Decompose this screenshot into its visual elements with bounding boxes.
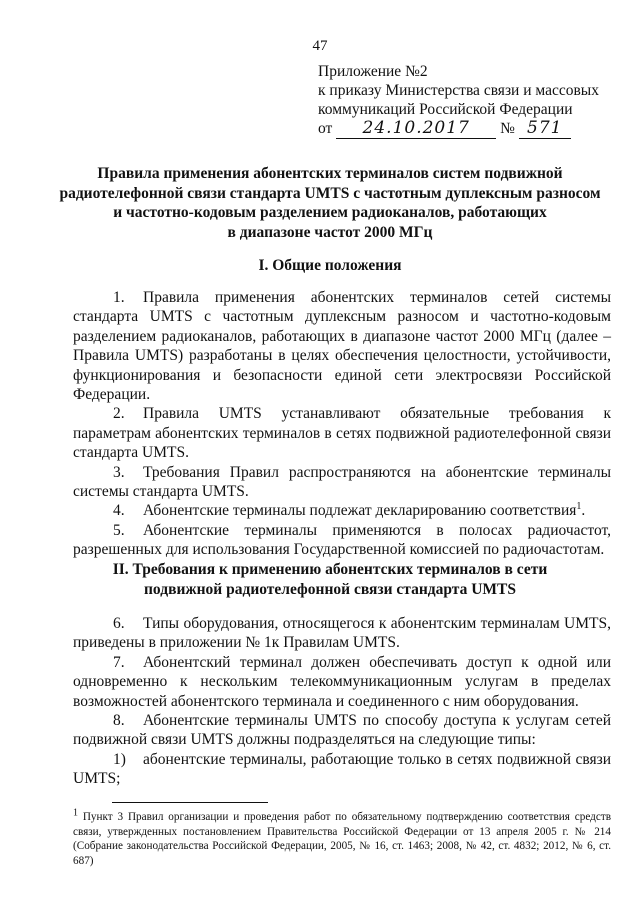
- paragraph-2: 2. Правила UMTS устанавливают обязательные требования к параметрам абонентских терминалов в сетях подвижной радиотелефонной связи стандарта UMTS.: [73, 405, 611, 462]
- paragraph-3: 3. Требования Правил распространяются на абонентские терминалы системы стандарта UMTS.: [73, 463, 611, 501]
- footnote-text: Пункт 3 Правил организации и проведения работ по обязательному подтверждению соответствия средств связи, утвержденных постановлением Правительства Российской Федерации от 13 апреля 2005 г. № 214 (Собрание законодательства Российской Федерации, 2005, № 16, ст. 1463; 2008, № 42, ст. 4832; 2012, № 6, ст. 687): [73, 811, 611, 867]
- order-date: 24.10.2017: [362, 118, 470, 138]
- subitem-1: 1) абонентские терминалы, работающие только в сетях подвижной связи UMTS;: [73, 750, 611, 788]
- paragraph-5: 5. Абонентские терминалы применяются в полосах радиочастот, разрешенных для использования Государственной комиссией по радиочастотам.: [73, 521, 611, 559]
- title-line-2: радиотелефонной связи стандарта UMTS с частотным дуплексным разносом: [59, 184, 601, 202]
- section-1-heading: I. Общие положения: [258, 257, 402, 274]
- title-line-1: Правила применения абонентских терминалов систем подвижной: [97, 165, 563, 182]
- paragraph-4: 4. Абонентские терминалы подлежат декларированию соответствия$^1$.: [113, 501, 586, 520]
- appendix-line-2: к приказу Министерства связи и массовых: [318, 82, 599, 99]
- section-1-body: [73, 288, 611, 560]
- appendix-header: [318, 62, 618, 139]
- paragraph-7: 7. Абонентский терминал должен обеспечивать доступ к одной или одновременно к нескольким телекоммуникационным услугам в пределах возможностей абонентского терминала и соединенного с ним оборудования.: [73, 653, 611, 710]
- footnote-number: 1: [73, 807, 78, 819]
- date-prefix: от: [318, 120, 333, 137]
- title-line-3: и частотно-кодовым разделением радиоканалов, работающих: [113, 204, 547, 221]
- paragraph-6: 6. Типы оборудования, относящегося к абонентским терминалам UMTS, приведены в приложении № 1к Правилам UMTS.: [73, 615, 611, 652]
- document-title: [50, 164, 610, 242]
- appendix-line-3: коммуникаций Российской Федерации: [318, 101, 573, 118]
- footnote-separator: [112, 802, 268, 803]
- page-number: 47: [312, 38, 328, 54]
- paragraph-8: 8. Абонентские терминалы UMTS по способу доступа к услугам сетей подвижной связи UMTS должны подразделяться на следующие типы:: [73, 712, 611, 749]
- section-2-body: [73, 614, 611, 789]
- appendix-line-1: Приложение №2: [318, 63, 428, 80]
- title-line-4: в диапазоне частот 2000 МГц: [227, 223, 433, 241]
- section-2-heading: II. Требования к применению абонентских терминалов в сети подвижной радиотелефонной связи стандарта UMTS: [112, 561, 548, 598]
- paragraph-1: 1. Правила применения абонентских терминалов сетей системы стандарта UMTS с частотным дуплексным разносом и частотно-кодовым разделением радиоканалов, работающих в диапазоне частот 2000 МГц (далее – Правила UMTS) разработаны в целях обеспечения целостности, устойчивости, функционирования и безопасности единой сети электросвязи Российской Федерации.: [73, 289, 611, 404]
- order-number: 571: [527, 118, 563, 138]
- number-prefix: №: [500, 120, 515, 137]
- appendix-date-line: [318, 119, 618, 139]
- footnote: [73, 807, 611, 868]
- footnote-mark: 1: [576, 501, 582, 513]
